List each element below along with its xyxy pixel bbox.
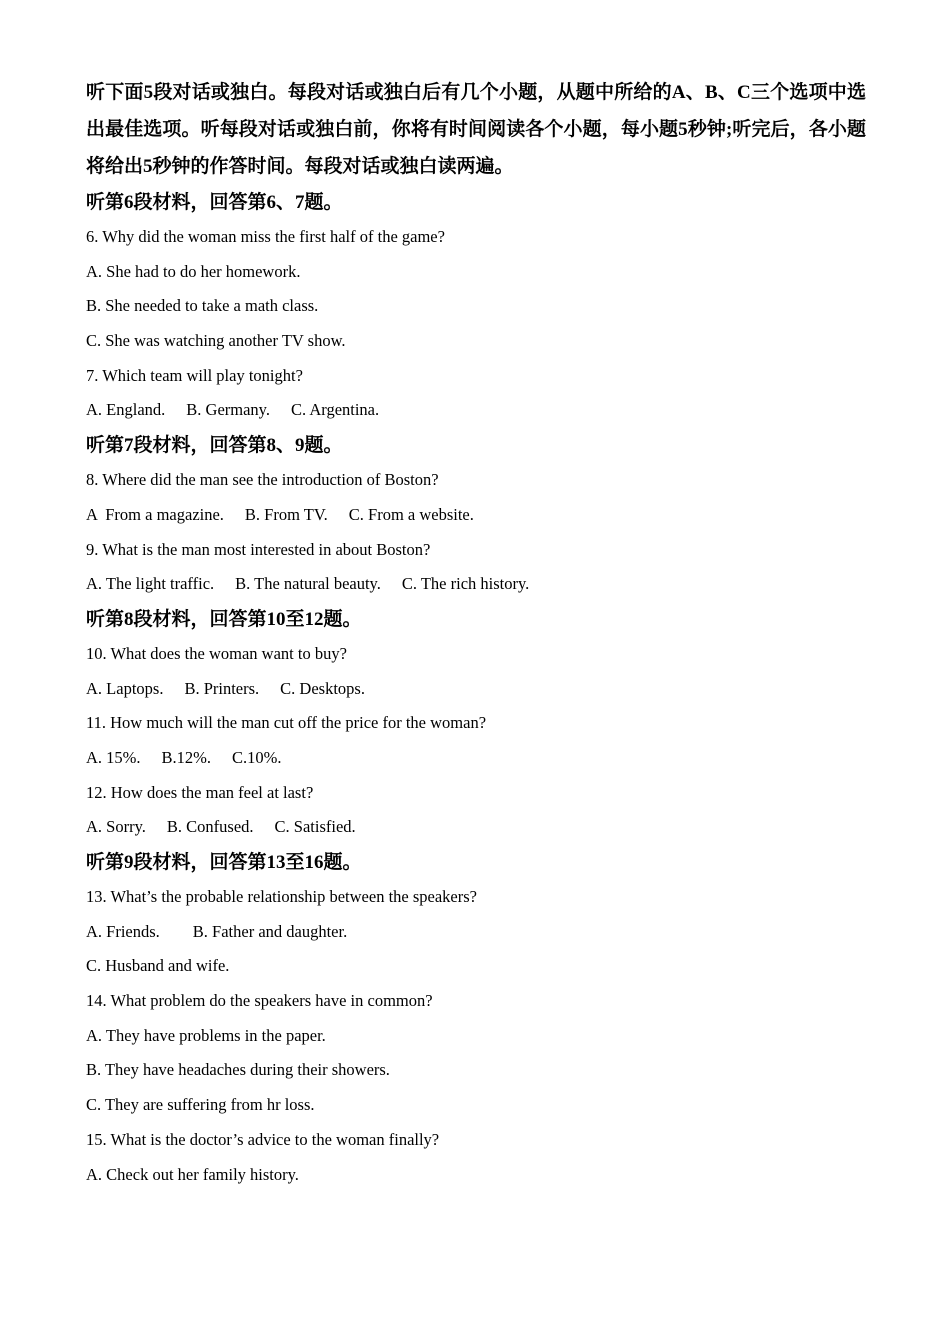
- section-heading: 听第7段材料，回答第8、9题。: [86, 435, 343, 457]
- question-14: 14. What problem do the speakers have in common?: [86, 991, 433, 1011]
- option-11a: A. 15%.: [86, 747, 141, 767]
- option-9a: A. The light traffic.: [86, 574, 215, 594]
- section-heading: 听第8段材料，回答第10至12题。: [86, 608, 362, 630]
- question-13: 13. What’s the probable relationship between the speakers?: [86, 887, 477, 906]
- option-11b: B.12%.: [161, 747, 212, 767]
- question-9: 9. What is the man most interested in about Boston?: [86, 539, 431, 559]
- options-row-11: [86, 741, 866, 776]
- options-row-8: [86, 498, 866, 533]
- option-12a: A. Sorry.: [86, 817, 146, 837]
- question-6: 6. Why did the woman miss the first half of the game?: [86, 227, 445, 246]
- section-heading: 听第9段材料，回答第13至16题。: [86, 852, 362, 873]
- option-6c: C. She was watching another TV show.: [86, 331, 346, 351]
- options-row-13: [86, 915, 866, 950]
- option-12c: C. Satisfied.: [274, 817, 356, 837]
- options-row-7: [86, 393, 866, 428]
- option-10a: A. Laptops.: [86, 678, 164, 698]
- option-10b: B. Printers.: [184, 678, 260, 698]
- question-15: 15. What is the doctor’s advice to the woman finally?: [86, 1129, 440, 1149]
- option-10c: C. Desktops.: [280, 678, 365, 698]
- question-11: 11. How much will the man cut off the price for the woman?: [86, 713, 487, 733]
- options-row-9: [86, 567, 866, 602]
- option-14b: B. They have headaches during their showers.: [86, 1060, 390, 1080]
- question-7: 7. Which team will play tonight?: [86, 365, 303, 385]
- question-12: 12. How does the man feel at last?: [86, 782, 314, 802]
- option-13c: C. Husband and wife.: [86, 956, 230, 976]
- option-8b: B. From TV.: [244, 504, 328, 524]
- option-14a: A. They have problems in the paper.: [86, 1025, 326, 1045]
- option-6b: B. She needed to take a math class.: [86, 296, 319, 316]
- option-14c: C. They are suffering from hr loss.: [86, 1095, 315, 1115]
- option-9b: B. The natural beauty.: [235, 574, 381, 594]
- option-8a: A From a magazine.: [86, 504, 224, 524]
- option-7a: A. England.: [86, 400, 166, 420]
- options-row-10: [86, 672, 866, 707]
- instructions-paragraph: 听下面5段对话或独白。每段对话或独白后有几个小题，从题中所给的A、B、C三个选项中选出最佳选项。听每段对话或独白前，你将有时间阅读各个小题，每小题5秒钟;听完后，各小题将给出5秒钟的作答时间。每段对话或独白读两遍。: [86, 82, 866, 177]
- option-6a: A. She had to do her homework.: [86, 261, 301, 281]
- question-8: 8. Where did the man see the introduction of Boston?: [86, 470, 439, 490]
- options-row-12: [86, 810, 866, 845]
- option-12b: B. Confused.: [166, 817, 254, 837]
- document-page: [86, 74, 866, 1192]
- option-13a: A. Friends.: [86, 921, 160, 941]
- option-11c: C.10%.: [232, 747, 282, 767]
- section-heading: 听第6段材料，回答第6、7题。: [86, 192, 343, 213]
- option-15a: A. Check out her family history.: [86, 1164, 299, 1184]
- option-7b: B. Germany.: [186, 400, 270, 420]
- question-10: 10. What does the woman want to buy?: [86, 643, 347, 663]
- option-7c: C. Argentina.: [290, 400, 380, 420]
- option-8c: C. From a website.: [348, 504, 474, 524]
- option-13b: B. Father and daughter.: [192, 921, 348, 941]
- option-9c: C. The rich history.: [401, 574, 530, 594]
